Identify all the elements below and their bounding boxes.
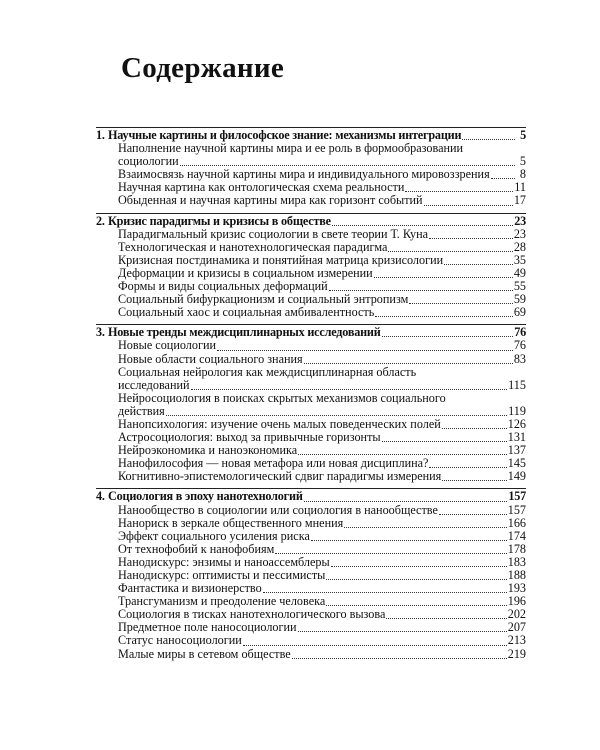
entry-title: Формы и виды социальных деформаций bbox=[118, 279, 328, 294]
entry-title: Парадигмальный кризис социологии в свете теории Т. Куна bbox=[118, 226, 429, 241]
page-number: 196 bbox=[507, 594, 526, 609]
page-number: 59 bbox=[513, 292, 526, 307]
toc-entry[interactable] bbox=[96, 353, 526, 366]
entry-title: Когнитивно-эпистемологический сдвиг парадигмы измерения bbox=[118, 469, 442, 484]
entry-title: Предметное поле наносоциологии bbox=[118, 620, 297, 635]
entry-title: Социология в тисках нанотехнологического вызова bbox=[118, 607, 386, 622]
entry-title: социологии bbox=[118, 154, 179, 169]
page-number: 55 bbox=[513, 279, 526, 294]
chapter-number: 2. bbox=[96, 213, 105, 228]
chapter-title: Кризис парадигмы и кризисы в обществе bbox=[108, 213, 331, 228]
dot-leader bbox=[444, 255, 513, 265]
toc-entry[interactable] bbox=[96, 366, 526, 392]
entry-title: Малые миры в сетевом обществе bbox=[118, 646, 291, 661]
page-number: 83 bbox=[513, 351, 526, 366]
dot-leader bbox=[429, 229, 513, 239]
chapter-entry[interactable] bbox=[96, 128, 526, 142]
page-number: 183 bbox=[507, 554, 526, 569]
entry-title: Нанофилософия — новая метафора или новая дисциплина? bbox=[118, 456, 429, 471]
dot-leader bbox=[326, 570, 506, 580]
dot-leader bbox=[386, 609, 506, 619]
entry-title: Взаимосвязь научной картины мира и индивидуального мировоззрения bbox=[118, 167, 490, 182]
dot-leader bbox=[243, 636, 507, 646]
entry-title: Нанодискурс: оптимисты и пессимисты bbox=[118, 568, 326, 582]
entry-title-last-line bbox=[118, 379, 526, 392]
entry-title: Эффект социального усиления риска bbox=[118, 528, 310, 543]
page-number: 69 bbox=[513, 305, 526, 320]
dot-leader bbox=[388, 242, 512, 252]
dot-leader bbox=[166, 406, 507, 416]
page-number: 145 bbox=[507, 456, 526, 471]
toc-entry[interactable] bbox=[96, 241, 526, 254]
toc-entry[interactable] bbox=[96, 392, 526, 418]
chapter-number: 4. bbox=[96, 489, 105, 504]
entry-title: Астросоциология: выход за привычные горизонты bbox=[118, 430, 381, 445]
page-number: 207 bbox=[507, 620, 526, 635]
entry-title: Социальный бифуркационизм и социальный энтропизм bbox=[118, 292, 409, 307]
entry-title: Обыденная и научная картины мира как горизонт событий bbox=[118, 193, 423, 208]
entry-title: Технологическая и нанотехнологическая парадигма bbox=[118, 239, 388, 254]
entry-title: Новые социологии bbox=[118, 338, 216, 353]
page-number: 11 bbox=[514, 180, 526, 195]
entry-title-last-line bbox=[118, 405, 526, 418]
dot-leader bbox=[424, 196, 513, 206]
page-number: 178 bbox=[507, 541, 526, 556]
page-number: 149 bbox=[507, 469, 526, 484]
dot-leader bbox=[344, 518, 507, 528]
dot-leader bbox=[442, 471, 506, 481]
dot-leader bbox=[329, 281, 513, 291]
page-number: 219 bbox=[507, 646, 526, 661]
page-number: 17 bbox=[513, 193, 526, 208]
chapter-number: 3. bbox=[96, 325, 105, 340]
chapter-title: Социология в эпоху нанотехнологий bbox=[108, 489, 303, 504]
table-of-contents bbox=[96, 127, 526, 661]
entry-title: От технофобий к нанофобиям bbox=[118, 541, 275, 556]
dot-leader bbox=[405, 182, 513, 192]
toc-section bbox=[96, 127, 526, 208]
dot-leader bbox=[442, 419, 507, 429]
toc-entry[interactable] bbox=[96, 306, 526, 319]
page-title: Содержание bbox=[121, 52, 285, 84]
dot-leader bbox=[311, 531, 507, 541]
page-number: 115 bbox=[508, 377, 526, 392]
page-number: 193 bbox=[507, 581, 526, 596]
dot-leader bbox=[332, 216, 513, 226]
toc-entry[interactable] bbox=[96, 543, 526, 556]
entry-title: Деформации и кризисы в социальном измерении bbox=[118, 265, 373, 280]
dot-leader bbox=[409, 294, 513, 304]
toc-entry[interactable] bbox=[96, 228, 526, 241]
toc-entry[interactable] bbox=[96, 142, 526, 168]
chapter-entry[interactable] bbox=[96, 214, 526, 228]
entry-title: Кризисная постдинамика и понятийная матрица кризисологии bbox=[118, 252, 444, 267]
toc-section bbox=[96, 213, 526, 320]
dot-leader bbox=[298, 445, 507, 455]
chapter-number: 1. bbox=[96, 128, 105, 142]
entry-title: Новые области социального знания bbox=[118, 351, 303, 366]
dot-leader bbox=[180, 156, 515, 166]
entry-title: Нейросоциология в поисках скрытых механизмов социального bbox=[118, 390, 446, 405]
page-number: 35 bbox=[513, 252, 526, 267]
dot-leader bbox=[326, 596, 506, 606]
entry-title: Трансгуманизм и преодоление человека bbox=[118, 594, 326, 609]
dot-leader bbox=[429, 458, 506, 468]
page-number: 131 bbox=[507, 430, 526, 445]
page-number: 188 bbox=[507, 568, 526, 582]
page-number: 174 bbox=[507, 528, 526, 543]
chapter-title: Научные картины и философское знание: механизмы интеграции bbox=[108, 128, 462, 142]
toc-entry[interactable] bbox=[96, 530, 526, 543]
toc-entry[interactable] bbox=[96, 470, 526, 483]
page-number: 137 bbox=[507, 443, 526, 458]
dot-leader bbox=[491, 169, 515, 179]
page-number: 202 bbox=[507, 607, 526, 622]
dot-leader bbox=[275, 544, 506, 554]
dot-leader bbox=[217, 341, 513, 351]
dot-leader bbox=[462, 130, 515, 140]
toc-entry[interactable] bbox=[96, 339, 526, 352]
chapter-entry[interactable] bbox=[96, 489, 526, 503]
entry-title: Фантастика и визионерство bbox=[118, 581, 262, 596]
entry-title: исследований bbox=[118, 377, 190, 392]
entry-title: Социальный хаос и социальная амбивалентность bbox=[118, 305, 375, 320]
page-number: 157 bbox=[508, 489, 526, 504]
page-number: 49 bbox=[513, 265, 526, 280]
dot-leader bbox=[292, 649, 507, 659]
toc-entry[interactable] bbox=[96, 517, 526, 530]
toc-entry[interactable] bbox=[96, 648, 526, 661]
dot-leader bbox=[304, 354, 513, 364]
toc-entry[interactable] bbox=[96, 194, 526, 207]
entry-title: Научная картина как онтологическая схема реальности bbox=[118, 180, 405, 195]
entry-title: Нейроэкономика и наноэкономика bbox=[118, 443, 298, 458]
chapter-entry[interactable] bbox=[96, 325, 526, 339]
entry-title: Наполнение научной картины мира и ее роль в формообразовании bbox=[118, 141, 464, 156]
toc-section bbox=[96, 324, 526, 483]
dot-leader bbox=[382, 327, 514, 337]
toc-entry[interactable] bbox=[96, 254, 526, 267]
entry-title: Социальная нейрология как междисциплинарная область bbox=[118, 364, 417, 379]
page-number: 23 bbox=[514, 213, 526, 228]
dot-leader bbox=[191, 380, 508, 390]
dot-leader bbox=[374, 268, 513, 278]
page-number: 157 bbox=[507, 502, 526, 517]
dot-leader bbox=[375, 307, 513, 317]
page-number: 28 bbox=[513, 239, 526, 254]
page-number: 126 bbox=[507, 416, 526, 431]
toc-entry[interactable] bbox=[96, 634, 526, 647]
page-number: 166 bbox=[507, 515, 526, 530]
page-number: 76 bbox=[514, 325, 526, 340]
entry-title: Нанориск в зеркале общественного мнения bbox=[118, 515, 344, 530]
page-number: 76 bbox=[513, 338, 526, 353]
entry-title: Нанообщество в социологии или социология в нанообществе bbox=[118, 502, 438, 517]
entry-title: Нанопсихология: изучение очень малых поведенческих полей bbox=[118, 416, 441, 431]
page-number: 8 bbox=[519, 167, 526, 182]
entry-title: Статус наносоциологии bbox=[118, 633, 242, 648]
dot-leader bbox=[304, 492, 508, 502]
entry-title: действия bbox=[118, 403, 165, 418]
toc-section bbox=[96, 488, 526, 660]
page-number: 23 bbox=[513, 226, 526, 241]
page-number: 213 bbox=[507, 633, 526, 648]
dot-leader bbox=[331, 557, 507, 567]
dot-leader bbox=[263, 583, 507, 593]
chapter-title: Новые тренды междисциплинарных исследований bbox=[108, 325, 381, 340]
dot-leader bbox=[298, 622, 507, 632]
page-number: 5 bbox=[519, 154, 526, 169]
dot-leader bbox=[439, 505, 507, 515]
entry-title: Нанодискурс: энзимы и наноассемблеры bbox=[118, 554, 330, 569]
page-number: 5 bbox=[520, 128, 526, 142]
toc-entry[interactable] bbox=[96, 504, 526, 517]
page-number: 119 bbox=[508, 403, 526, 418]
dot-leader bbox=[382, 432, 507, 442]
